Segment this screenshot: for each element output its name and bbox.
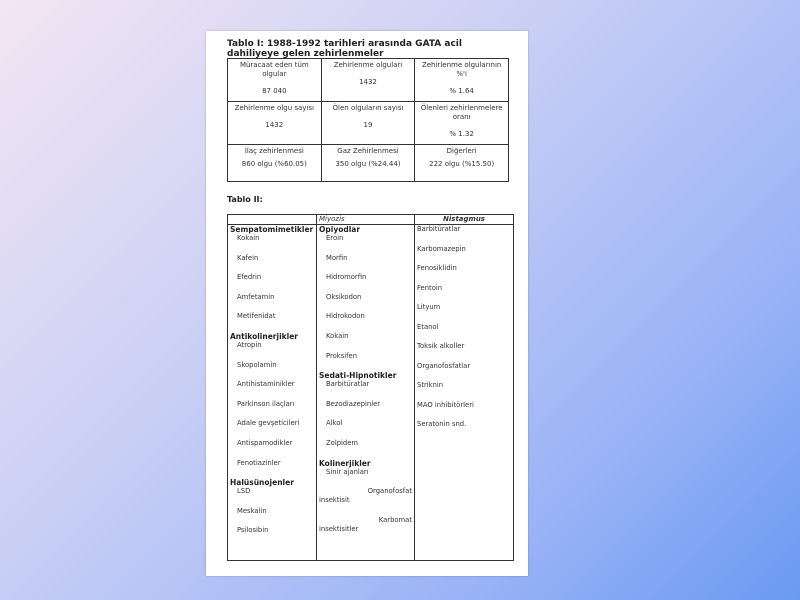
- table-cell: [415, 102, 509, 145]
- list-item: Kokain: [326, 331, 349, 340]
- table-row: [228, 59, 509, 102]
- list-item: Barbitüratlar: [417, 225, 461, 233]
- cell-value: % 1.64: [449, 87, 474, 95]
- list-item: Zolpidem: [326, 438, 359, 447]
- cell-value: 1432: [359, 78, 377, 86]
- list-item: Oksikodon: [326, 292, 362, 301]
- table-row: [228, 102, 509, 145]
- list-item: [317, 487, 414, 505]
- group-heading: Sempatomimetikler: [230, 225, 314, 234]
- cell-value: 1432: [265, 121, 284, 129]
- list-item: Sinir ajanları: [326, 467, 369, 476]
- table-cell: [228, 59, 322, 102]
- list-item: Amfetamin: [237, 292, 275, 301]
- document-page: [206, 31, 528, 576]
- cell-label: Ölenleri zehirlenmelere oranı: [420, 104, 503, 121]
- list-item: Fenotiazinler: [237, 458, 281, 467]
- list-item: Karbomazepin: [417, 244, 466, 253]
- list-item: Kokain: [237, 234, 260, 242]
- list-item: Efedrin: [237, 273, 262, 282]
- list-item: Metifenidat: [237, 312, 276, 321]
- list-item: Skopolamin: [237, 360, 277, 369]
- list-item-part: Karbomat: [378, 515, 412, 524]
- list-item: Striknin: [417, 381, 444, 389]
- table-cell: [321, 59, 415, 102]
- list-item: Alkol: [326, 419, 343, 428]
- table-cell: [415, 59, 509, 102]
- list-item: Eroin: [326, 234, 344, 242]
- header-miyozis: Miyozis: [317, 215, 415, 225]
- group-heading: Halüsünojenler: [230, 478, 294, 488]
- cell-label: Diğerleri: [446, 147, 477, 155]
- cell-label: Müracaat eden tüm olgular: [239, 61, 309, 78]
- list-item: Proksifen: [326, 351, 358, 360]
- cell-label: Zehirlenme olgularının %'i: [421, 61, 502, 78]
- cell-value: 350 olgu (%24.44): [335, 160, 401, 168]
- cell-label: İlaç zehirlenmesi: [244, 147, 304, 155]
- list-item: Adale gevşeticileri: [237, 419, 300, 428]
- cell-value: 222 olgu (%15.50): [429, 160, 495, 168]
- table-cell: [321, 145, 415, 182]
- cell-label: Gaz Zehirlenmesi: [337, 147, 399, 155]
- list-item-part: Organofosfat: [367, 487, 412, 496]
- cell-value: 860 olgu (%60.05): [241, 160, 307, 168]
- list-item: Antihistaminikler: [237, 380, 295, 389]
- list-item: Atropin: [237, 340, 262, 349]
- list-item: Etanol: [417, 322, 439, 331]
- list-item: MAO inhibitörleri: [417, 400, 474, 409]
- table2-header-row: [228, 215, 514, 225]
- group-heading: Kolinerjikler: [319, 458, 371, 468]
- list-item: Hidrokodon: [326, 312, 365, 321]
- column-1: [228, 225, 317, 561]
- cell-value: % 1.32: [449, 130, 474, 138]
- group-heading: Opiyodlar: [319, 225, 361, 234]
- group-heading: Antikolinerjikler: [230, 331, 298, 341]
- table2-body-row: [228, 225, 514, 561]
- list-item: Parkinson ilaçları: [237, 399, 295, 408]
- header-nistagmus: Nistagmus: [415, 215, 514, 225]
- list-item: Psilosibin: [237, 526, 269, 535]
- cell-label: Zehirlenme olguları: [333, 61, 403, 69]
- table-cell: [321, 102, 415, 145]
- list-item: Seratonin snd.: [417, 420, 467, 428]
- cell-label: Zehirlenme olgu sayısı: [234, 104, 314, 112]
- list-item: Antispamodikler: [237, 438, 293, 447]
- list-item-part: insektisitler: [319, 524, 359, 533]
- list-item: Morfin: [326, 253, 348, 262]
- list-item: Hidromorfin: [326, 273, 367, 282]
- list-item: Kafein: [237, 253, 259, 262]
- table-cell: [415, 145, 509, 182]
- list-item: Meskalin: [237, 506, 267, 515]
- table-cell: [228, 145, 322, 182]
- list-item-part: insektisit: [319, 496, 350, 505]
- cell-value: 87 040: [262, 87, 287, 95]
- list-item: Fenosiklidin: [417, 264, 457, 272]
- list-item: [317, 516, 414, 534]
- list-item: Barbitüratlar: [326, 380, 370, 389]
- table2: [227, 214, 514, 561]
- table2-title: Tablo II:: [227, 195, 263, 204]
- cell-label: Ölen olguların sayısı: [332, 104, 404, 112]
- cell-value: 19: [363, 121, 373, 129]
- list-item: Lityum: [417, 303, 441, 311]
- table-row: [228, 145, 509, 182]
- list-item: Toksik alkoller: [417, 342, 465, 350]
- list-item: Bezodiazepinler: [326, 399, 381, 408]
- list-item: LSD: [237, 487, 251, 496]
- list-item: Fentoin: [417, 283, 443, 292]
- table1: [227, 58, 509, 182]
- column-2: [317, 225, 415, 561]
- group-heading: Sedati-Hipnotikler: [319, 371, 397, 381]
- table-cell: [228, 102, 322, 145]
- header-cell: [228, 215, 317, 225]
- list-item: Organofosfatlar: [417, 361, 471, 370]
- table1-title: Tablo I: 1988-1992 tarihleri arasında GATA acil dahiliyeye gelen zehirlenmeler: [227, 39, 462, 59]
- column-3: [415, 225, 514, 561]
